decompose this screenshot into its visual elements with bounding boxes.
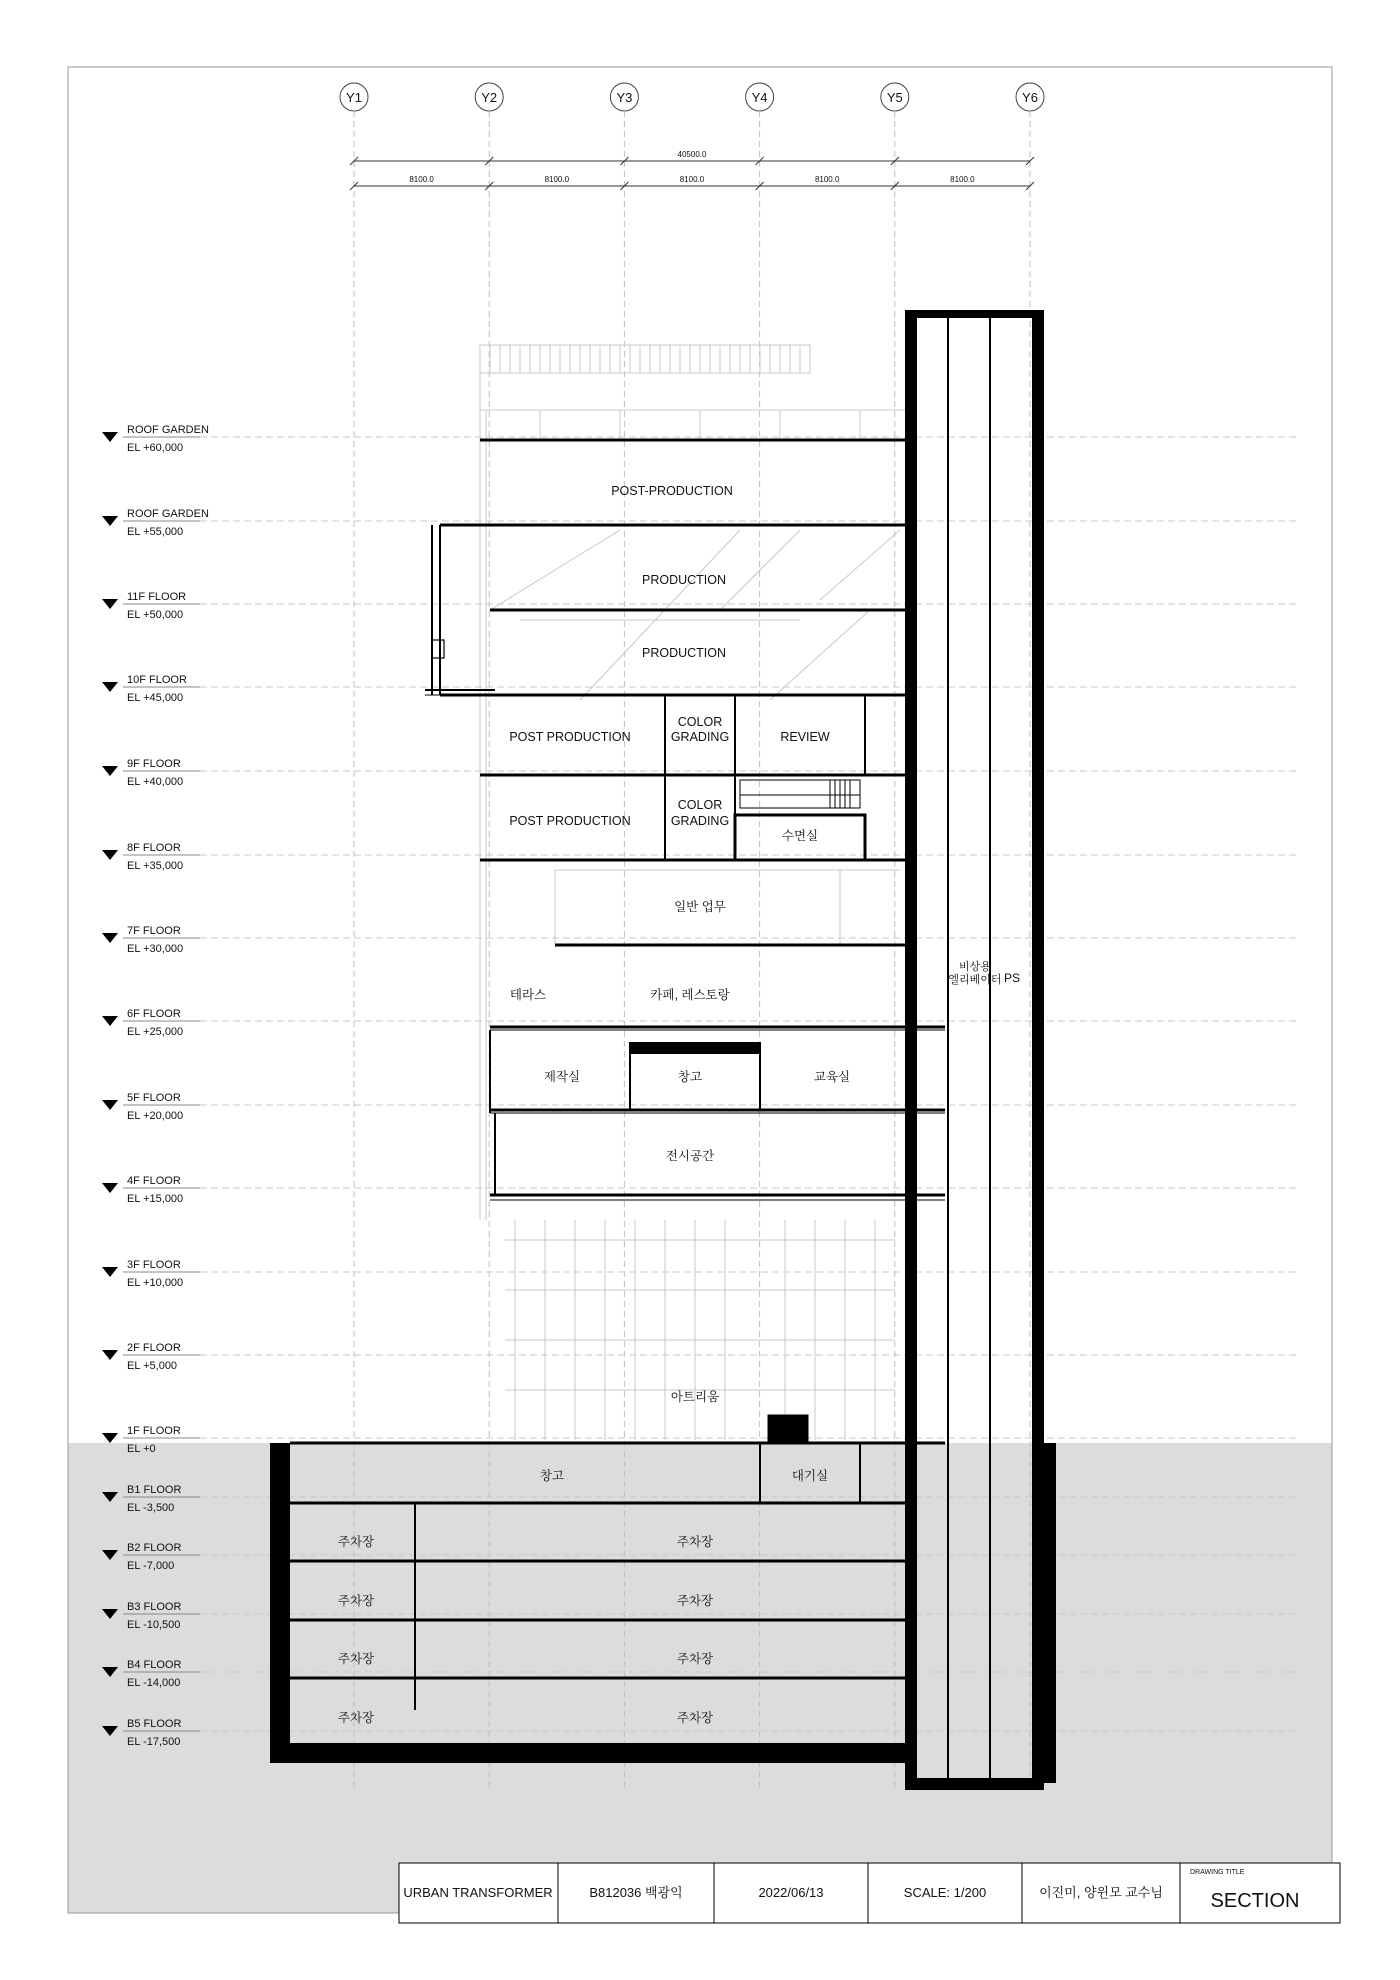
level-arrow-icon xyxy=(102,516,118,526)
label-post-production-8f: POST PRODUCTION xyxy=(509,814,631,828)
dim-total: 40500.0 xyxy=(677,150,707,159)
level-name: 8F FLOOR xyxy=(127,842,181,854)
title-block xyxy=(399,1863,1340,1923)
level-elevation: EL +15,000 xyxy=(127,1193,184,1205)
tb-drawing-title-label: DRAWING TITLE xyxy=(1190,1869,1245,1876)
label-review: REVIEW xyxy=(780,730,830,744)
level-arrow-icon xyxy=(102,1433,118,1443)
level-elevation: EL +30,000 xyxy=(127,943,184,955)
label-color-grading-9f-1: COLOR xyxy=(677,715,723,729)
grid-label-y5: Y5 xyxy=(886,90,903,105)
level-marker xyxy=(102,674,1300,704)
label-parking-b3-right: 주차장 xyxy=(676,1594,714,1608)
level-elevation: EL +0 xyxy=(127,1443,156,1455)
level-elevation: EL +5,000 xyxy=(127,1360,178,1372)
label-emergency-1: 비상용 xyxy=(959,961,991,973)
label-color-grading-8f-1: COLOR xyxy=(677,798,723,812)
label-color-grading-8f-2: GRADING xyxy=(670,814,730,828)
facade-light xyxy=(480,345,905,1440)
label-parking-b2-left: 주차장 xyxy=(337,1535,375,1549)
label-parking-b4-left: 주차장 xyxy=(337,1652,375,1666)
level-name: 11F FLOOR xyxy=(127,591,187,603)
level-name: B1 FLOOR xyxy=(127,1484,182,1496)
level-name: 2F FLOOR xyxy=(127,1342,181,1354)
label-parking-b4-right: 주차장 xyxy=(676,1652,714,1666)
label-ps: PS xyxy=(1003,971,1021,985)
label-storage-5f: 창고 xyxy=(677,1070,703,1084)
stair xyxy=(740,780,860,808)
level-arrow-icon xyxy=(102,599,118,609)
dim-span-1: 8100.0 xyxy=(409,175,434,184)
level-marker xyxy=(102,1092,1300,1122)
label-sleep-room: 수면실 xyxy=(781,829,819,843)
level-name: B3 FLOOR xyxy=(127,1601,182,1613)
cantilever-bay xyxy=(425,525,495,695)
level-marker xyxy=(102,842,1300,872)
grid-label-y6: Y6 xyxy=(1022,90,1038,105)
label-education: 교육실 xyxy=(813,1070,851,1084)
level-elevation: EL +40,000 xyxy=(127,776,184,788)
roof-parapet xyxy=(480,345,810,373)
level-name: B2 FLOOR xyxy=(127,1542,182,1554)
level-elevation: EL +20,000 xyxy=(127,1110,184,1122)
label-cafe: 카페, 레스토랑 xyxy=(650,988,730,1002)
dimension-lines xyxy=(350,150,1034,190)
level-name: B5 FLOOR xyxy=(127,1718,182,1730)
level-elevation: EL +60,000 xyxy=(127,442,184,454)
level-arrow-icon xyxy=(102,1183,118,1193)
label-parking-b2-right: 주차장 xyxy=(676,1535,714,1549)
level-elevation: EL +45,000 xyxy=(127,692,184,704)
dim-span-3: 8100.0 xyxy=(679,175,705,184)
level-arrow-icon xyxy=(102,1016,118,1026)
grid-label-y3: Y3 xyxy=(616,90,633,105)
level-marker xyxy=(102,1259,1300,1289)
level-arrow-icon xyxy=(102,432,118,442)
level-marker xyxy=(102,925,1300,955)
level-arrow-icon xyxy=(102,1267,118,1277)
level-arrow-icon xyxy=(102,850,118,860)
tb-drawing-title: SECTION xyxy=(1210,1890,1300,1912)
level-marker xyxy=(102,1342,1300,1372)
level-elevation: EL -10,500 xyxy=(127,1619,181,1631)
level-elevation: EL -14,000 xyxy=(127,1677,181,1689)
level-elevation: EL +50,000 xyxy=(127,609,184,621)
dim-span-2: 8100.0 xyxy=(544,175,570,184)
level-marker xyxy=(102,508,1300,538)
level-arrow-icon xyxy=(102,766,118,776)
label-terrace: 테라스 xyxy=(509,988,547,1002)
label-storage-b1: 창고 xyxy=(539,1469,565,1483)
tb-scale: SCALE: 1/200 xyxy=(903,1885,987,1900)
level-name: 9F FLOOR xyxy=(127,758,181,770)
level-name: 5F FLOOR xyxy=(127,1092,181,1104)
lobby-stair xyxy=(768,1415,808,1443)
basement-wall-left xyxy=(270,1443,290,1763)
label-post-production-9f: POST PRODUCTION xyxy=(509,730,631,744)
level-name: 1F FLOOR xyxy=(127,1425,181,1437)
level-arrow-icon xyxy=(102,933,118,943)
label-color-grading-9f-2: GRADING xyxy=(670,730,730,744)
level-marker xyxy=(102,758,1300,788)
label-parking-b5-left: 주차장 xyxy=(337,1711,375,1725)
tb-date: 2022/06/13 xyxy=(758,1885,824,1900)
label-post-production-top: POST-PRODUCTION xyxy=(611,484,733,498)
level-elevation: EL -17,500 xyxy=(127,1736,181,1748)
level-name: ROOF GARDEN xyxy=(127,424,209,436)
label-production-11f: PRODUCTION xyxy=(641,573,727,587)
grid-label-y1: Y1 xyxy=(346,90,362,105)
label-parking-b3-left: 주차장 xyxy=(337,1594,375,1608)
level-marker xyxy=(102,1008,1300,1038)
basement-wall-bottom xyxy=(270,1743,905,1763)
tb-student: B812036 백광익 xyxy=(589,1885,683,1900)
level-elevation: EL +35,000 xyxy=(127,860,184,872)
label-waiting: 대기실 xyxy=(791,1469,829,1483)
label-exhibition: 전시공간 xyxy=(665,1149,715,1163)
dim-span-5: 8100.0 xyxy=(950,175,975,184)
label-emergency-2: 엘리베이터 xyxy=(948,974,1002,986)
level-name: B4 FLOOR xyxy=(127,1659,182,1671)
label-workshop: 제작실 xyxy=(543,1070,581,1084)
level-elevation: EL +55,000 xyxy=(127,526,184,538)
level-name: 4F FLOOR xyxy=(127,1175,181,1187)
level-name: 3F FLOOR xyxy=(127,1259,181,1271)
level-name: 6F FLOOR xyxy=(127,1008,181,1020)
label-general-work: 일반 업무 xyxy=(674,900,726,914)
level-name: 10F FLOOR xyxy=(127,674,187,686)
tb-professors: 이진미, 양윈모 교수님 xyxy=(1039,1885,1163,1900)
level-arrow-icon xyxy=(102,1100,118,1110)
tb-project: URBAN TRANSFORMER xyxy=(403,1885,553,1900)
level-name: 7F FLOOR xyxy=(127,925,181,937)
label-production-10f: PRODUCTION xyxy=(641,646,727,660)
grid-label-y4: Y4 xyxy=(751,90,768,105)
level-marker xyxy=(102,591,1300,621)
label-atrium: 아트리움 xyxy=(670,1390,720,1404)
grid-label-y2: Y2 xyxy=(481,90,498,105)
dim-span-4: 8100.0 xyxy=(814,175,840,184)
level-elevation: EL +10,000 xyxy=(127,1277,184,1289)
level-arrow-icon xyxy=(102,1350,118,1360)
level-elevation: EL -7,000 xyxy=(127,1560,175,1572)
level-name: ROOF GARDEN xyxy=(127,508,209,520)
label-parking-b5-right: 주차장 xyxy=(676,1711,714,1725)
level-elevation: EL -3,500 xyxy=(127,1502,175,1514)
level-elevation: EL +25,000 xyxy=(127,1026,184,1038)
level-arrow-icon xyxy=(102,682,118,692)
